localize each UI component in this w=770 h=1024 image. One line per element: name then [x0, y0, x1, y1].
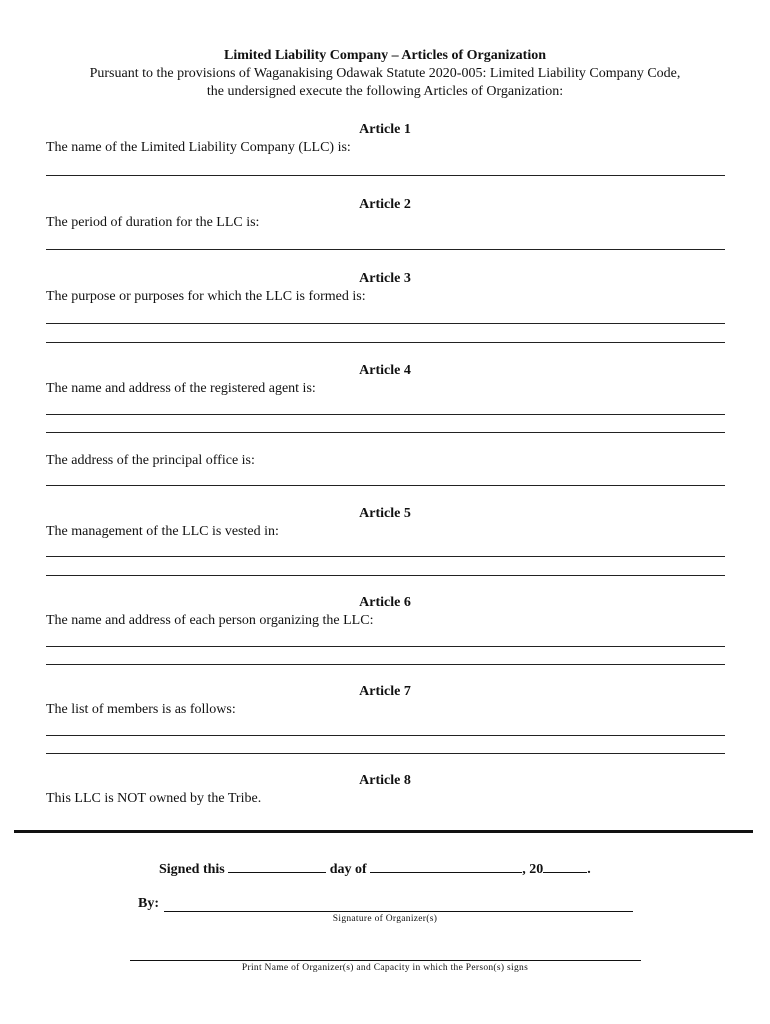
members-field-line-2[interactable] — [46, 753, 725, 754]
article-2-heading: Article 2 — [359, 197, 411, 212]
article-7-heading: Article 7 — [359, 684, 411, 699]
document-title: Limited Liability Company – Articles of Organization — [224, 48, 546, 63]
month-field[interactable] — [370, 858, 522, 873]
section-divider — [14, 830, 753, 833]
agent-field-line-1[interactable] — [46, 414, 725, 415]
members-field-line-1[interactable] — [46, 735, 725, 736]
management-field-line-2[interactable] — [46, 575, 725, 576]
article-5-prompt: The management of the LLC is vested in: — [46, 524, 279, 539]
year-field[interactable] — [543, 858, 587, 873]
article-3-prompt: The purpose or purposes for which the LLC is formed is: — [46, 289, 366, 304]
intro-statement: the undersigned execute the following Articles of Organization: — [206, 84, 564, 99]
article-3-heading: Article 3 — [359, 271, 411, 286]
management-field-line-1[interactable] — [46, 556, 725, 557]
article-2-prompt: The period of duration for the LLC is: — [46, 215, 260, 230]
article-7-prompt: The list of members is as follows: — [46, 702, 236, 717]
article-8-statement: This LLC is NOT owned by the Tribe. — [46, 791, 262, 806]
organizers-field-line-2[interactable] — [46, 664, 725, 665]
statute-reference: Pursuant to the provisions of Waganakising Odawak Statute 2020-005: Limited Liability Company Code, — [89, 66, 681, 81]
article-1-heading: Article 1 — [359, 122, 411, 137]
year-prefix-label: , 20 — [522, 862, 544, 877]
article-6-heading: Article 6 — [359, 595, 411, 610]
agent-field-line-2[interactable] — [46, 432, 725, 433]
duration-field[interactable] — [46, 249, 725, 250]
article-8-heading: Article 8 — [359, 773, 411, 788]
organizer-signature-field[interactable] — [164, 911, 633, 912]
principal-office-field[interactable] — [46, 485, 725, 486]
purpose-field-line-1[interactable] — [46, 323, 725, 324]
by-label: By: — [138, 896, 159, 911]
signature-caption: Signature of Organizer(s) — [332, 914, 438, 924]
article-6-prompt: The name and address of each person organizing the LLC: — [46, 613, 374, 628]
article-4-heading: Article 4 — [359, 363, 411, 378]
article-4-prompt: The name and address of the registered agent is: — [46, 381, 316, 396]
organizers-field-line-1[interactable] — [46, 646, 725, 647]
purpose-field-line-2[interactable] — [46, 342, 725, 343]
print-name-caption: Print Name of Organizer(s) and Capacity in which the Person(s) signs — [241, 963, 529, 973]
article-1-prompt: The name of the Limited Liability Company (LLC) is: — [46, 140, 351, 155]
signed-this-label: Signed this — [159, 862, 225, 877]
llc-name-field[interactable] — [46, 175, 725, 176]
day-of-label: day of — [329, 862, 367, 877]
principal-office-prompt: The address of the principal office is: — [46, 453, 255, 468]
print-name-field[interactable] — [130, 960, 641, 961]
date-period: . — [587, 862, 591, 877]
day-field[interactable] — [228, 858, 326, 873]
signed-date-row — [159, 858, 591, 878]
article-5-heading: Article 5 — [359, 506, 411, 521]
